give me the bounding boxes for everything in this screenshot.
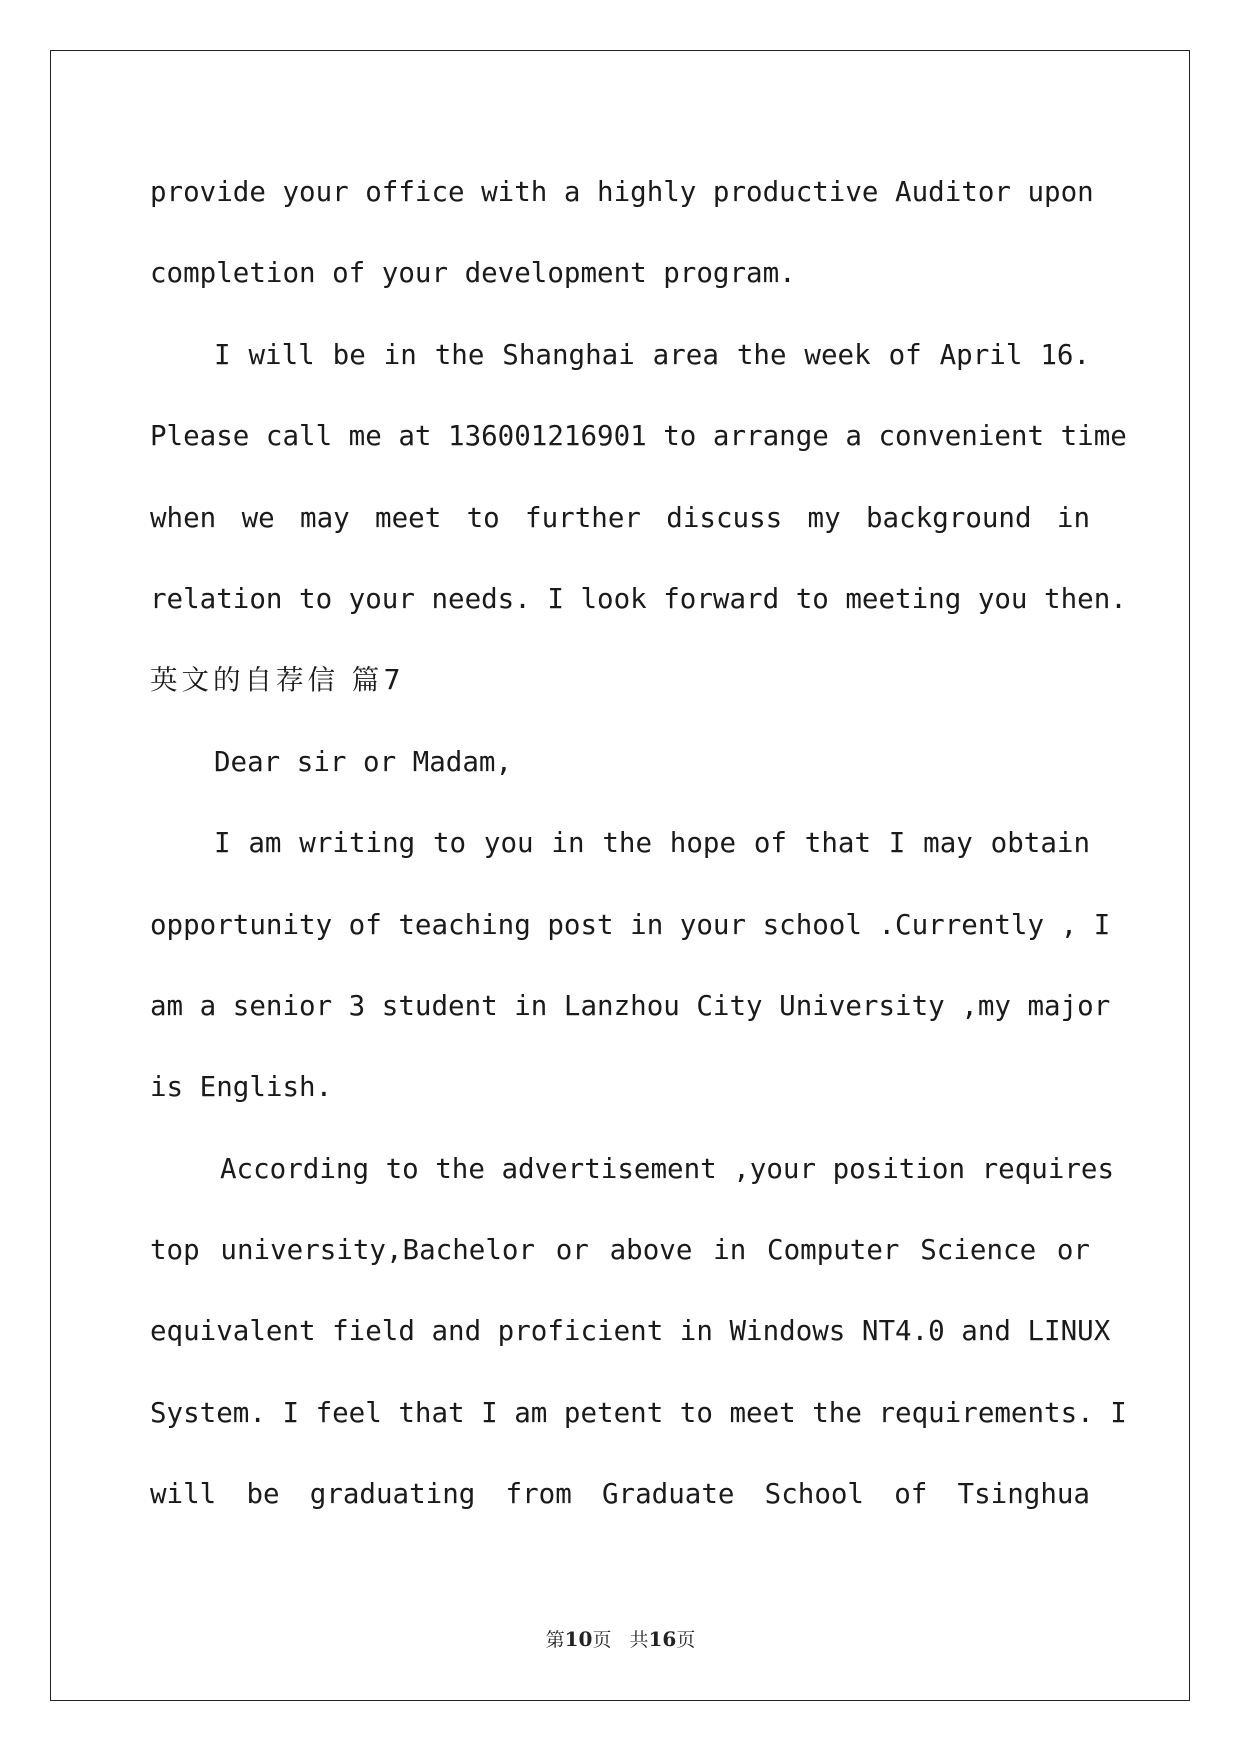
page-number: 10 (564, 1627, 593, 1651)
text-line: opportunity of teaching post in your school .Currently , I (150, 908, 1111, 941)
page-footer (0, 1625, 1241, 1652)
text-line: am a senior 3 student in Lanzhou City University ,my major (150, 989, 1111, 1022)
text-line: relation to your needs. I look forward to meeting you then. (150, 582, 1127, 615)
text-line: According to the advertisement ,your position requires (220, 1152, 1115, 1185)
text-line: I am writing to you in the hope of that I may obtain (214, 827, 1090, 860)
salutation: Dear sir or Madam, (214, 745, 513, 778)
text-line: completion of your development program. (150, 257, 796, 290)
page-suffix: 页 (592, 1629, 612, 1651)
document-body (150, 152, 1127, 1536)
text-line: will be graduating from Graduate School of Tsinghua (150, 1478, 1090, 1511)
page-prefix: 第 (545, 1629, 565, 1651)
text-line: Please call me at 136001216901 to arrange a convenient time (150, 420, 1127, 453)
text-line: System. I feel that I am petent to meet the requirements. I (150, 1396, 1127, 1429)
total-prefix: 共 (629, 1629, 649, 1651)
total-suffix: 页 (676, 1629, 696, 1651)
section-heading: 英文的自荐信 篇7 (150, 664, 405, 697)
text-line: when we may meet to further discuss my background in (150, 501, 1090, 534)
text-line: provide your office with a highly productive Auditor upon (150, 176, 1094, 208)
text-line: is English. (150, 1071, 333, 1104)
text-line: I will be in the Shanghai area the week of April 16. (214, 338, 1090, 371)
total-pages: 16 (648, 1627, 677, 1651)
text-line: equivalent field and proficient in Windows NT4.0 and LINUX (150, 1315, 1111, 1348)
text-line: top university,Bachelor or above in Computer Science or (150, 1234, 1090, 1267)
